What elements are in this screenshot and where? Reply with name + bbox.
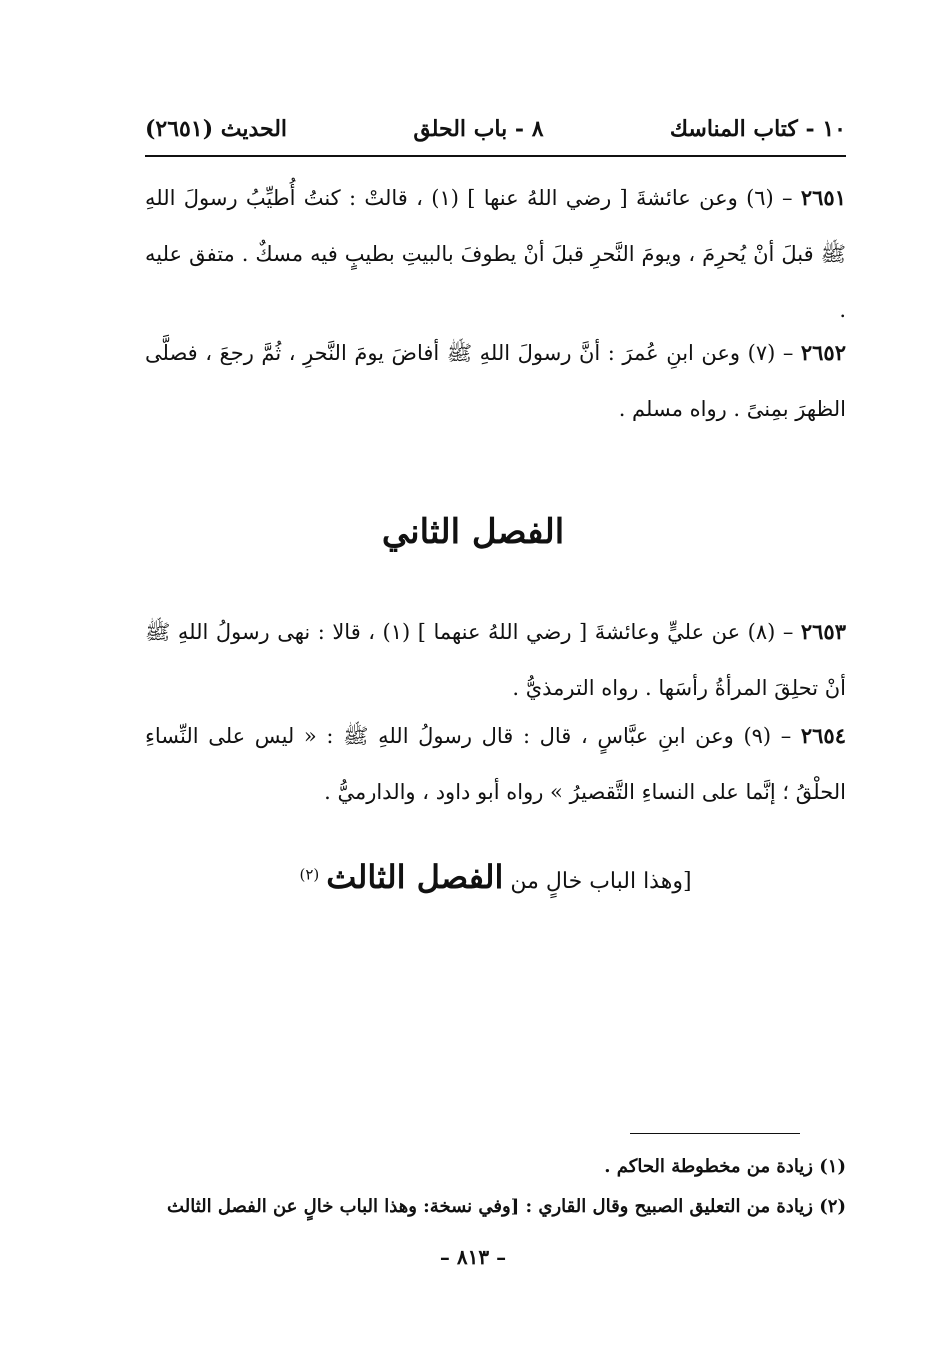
header-section: ٨ - باب الحلق	[413, 116, 544, 142]
section-title: الفصل الثاني	[381, 512, 565, 552]
hadith-number: ٢٦٥٢	[800, 340, 846, 365]
closing-note-emphasis: الفصل الثالث	[326, 858, 504, 896]
hadith-number: ٢٦٥٤	[800, 723, 846, 748]
hadith-text: – (٧) وعن ابنِ عُمرَ : أنَّ رسولَ اللهِ ﷺ أفاضَ يومَ النَّحرِ ، ثُمَّ رجعَ ، فصلَّى الظهرَ بمِنىً . رواه مسلم .	[145, 341, 846, 421]
hadith-2651	[145, 170, 846, 338]
closing-note-marker: (٢)	[299, 865, 320, 884]
footnote-rule	[630, 1133, 800, 1134]
closing-note-prefix: [وهذا الباب خالٍ من	[510, 869, 692, 894]
hadith-number: ٢٦٥٣	[800, 619, 846, 644]
hadith-number: ٢٦٥١	[800, 185, 846, 210]
header-rule	[145, 155, 846, 157]
header-chapter: ١٠ - كتاب المناسك	[669, 116, 846, 142]
hadith-text: – (٦) وعن عائشةَ [ رضي اللهُ عنها ] (١) ، قالتْ : كنتُ أُطيِّبُ رسولَ اللهِ ﷺ قبلَ أنْ يُحرِمَ ، ويومَ النَّحرِ قبلَ أنْ يطوفَ بالبيتِ بطيبٍ فيه مسكٌ . متفق عليه .	[145, 186, 846, 322]
header-index: الحديث (٢٦٥١)	[145, 116, 288, 142]
hadith-2654	[145, 708, 846, 820]
hadith-text: – (٨) عن عليٍّ وعائشةَ [ رضي اللهُ عنهما ] (١) ، قالا : نهى رسولُ اللهِ ﷺ أنْ تحلِقَ المرأةُ رأسَها . رواه الترمذيُّ .	[145, 620, 846, 700]
footnote-1: (١) زيادة من مخطوطة الحاكم .	[604, 1156, 846, 1177]
running-header	[145, 108, 846, 150]
hadith-2653	[145, 604, 846, 716]
closing-note	[145, 858, 846, 896]
hadith-2652	[145, 325, 846, 437]
page-number: – ٨١٣ –	[439, 1245, 507, 1269]
footnote-2: (٢) زيادة من التعليق الصبيح وقال القاري : [وفي نسخة: وهذا الباب خالٍ عن الفصل الثالث	[167, 1196, 846, 1217]
hadith-text: – (٩) وعن ابنِ عبَّاسٍ ، قال : قال رسولُ اللهِ ﷺ : « ليس على النِّساءِ الحلْقُ ؛ إنَّما على النساءِ التَّقصيرُ » رواه أبو داود ، والدارميُّ .	[145, 724, 846, 804]
